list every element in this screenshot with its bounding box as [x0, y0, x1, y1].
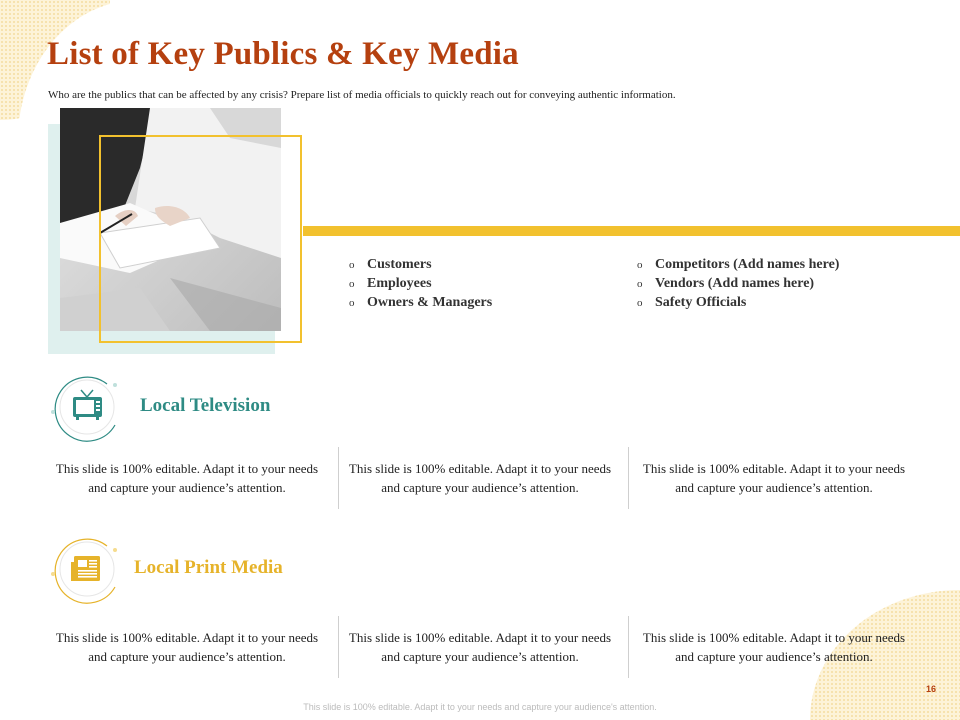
list-item-label: Employees — [367, 276, 432, 291]
list-item-label: Customers — [367, 257, 432, 272]
column-divider — [628, 616, 629, 678]
section-title-local-television: Local Television — [140, 395, 271, 416]
page-subtitle: Who are the publics that can be affected by any crisis? Prepare list of media officials to quickly reach out for conveying authentic information. — [48, 89, 676, 101]
bullet-marker: o — [349, 259, 355, 271]
list-item — [637, 293, 839, 312]
footer-note: This slide is 100% editable. Adapt it to your needs and capture your audience's attention. — [303, 702, 657, 712]
column-divider — [338, 447, 339, 509]
television-icon-badge — [49, 370, 123, 444]
column-divider — [338, 616, 339, 678]
list-item — [349, 293, 492, 312]
column-text: This slide is 100% editable. Adapt it to your needs and capture your audience’s attention. — [642, 461, 906, 495]
list-item — [637, 255, 839, 274]
publics-list-right — [637, 255, 839, 312]
column-divider — [628, 447, 629, 509]
page-number: 16 — [926, 684, 937, 694]
television-icon — [49, 370, 123, 444]
bullet-marker: o — [349, 278, 355, 290]
accent-bar — [303, 226, 960, 236]
list-item — [349, 255, 492, 274]
photo-frame — [99, 135, 302, 343]
list-item-label: Competitors (Add names here) — [655, 257, 840, 272]
column-text: This slide is 100% editable. Adapt it to your needs and capture your audience’s attention. — [348, 630, 612, 664]
list-item — [349, 274, 492, 293]
list-item-label: Owners & Managers — [367, 295, 493, 310]
bullet-marker: o — [637, 259, 643, 271]
column-text: This slide is 100% editable. Adapt it to your needs and capture your audience’s attention. — [348, 461, 612, 495]
section-title-local-print-media: Local Print Media — [134, 557, 283, 578]
page-title: List of Key Publics & Key Media — [47, 36, 519, 72]
bullet-marker: o — [349, 297, 355, 309]
column-text: This slide is 100% editable. Adapt it to your needs and capture your audience’s attention. — [55, 461, 319, 495]
newspaper-icon-badge — [49, 532, 123, 606]
bullet-marker: o — [637, 297, 643, 309]
column-text: This slide is 100% editable. Adapt it to your needs and capture your audience’s attention. — [642, 630, 906, 664]
list-item-label: Safety Officials — [655, 295, 747, 310]
bullet-marker: o — [637, 278, 643, 290]
list-item — [637, 274, 839, 293]
list-item-label: Vendors (Add names here) — [655, 276, 815, 291]
column-text: This slide is 100% editable. Adapt it to your needs and capture your audience’s attention. — [55, 630, 319, 664]
newspaper-icon — [49, 532, 123, 606]
publics-list-left — [349, 255, 492, 312]
